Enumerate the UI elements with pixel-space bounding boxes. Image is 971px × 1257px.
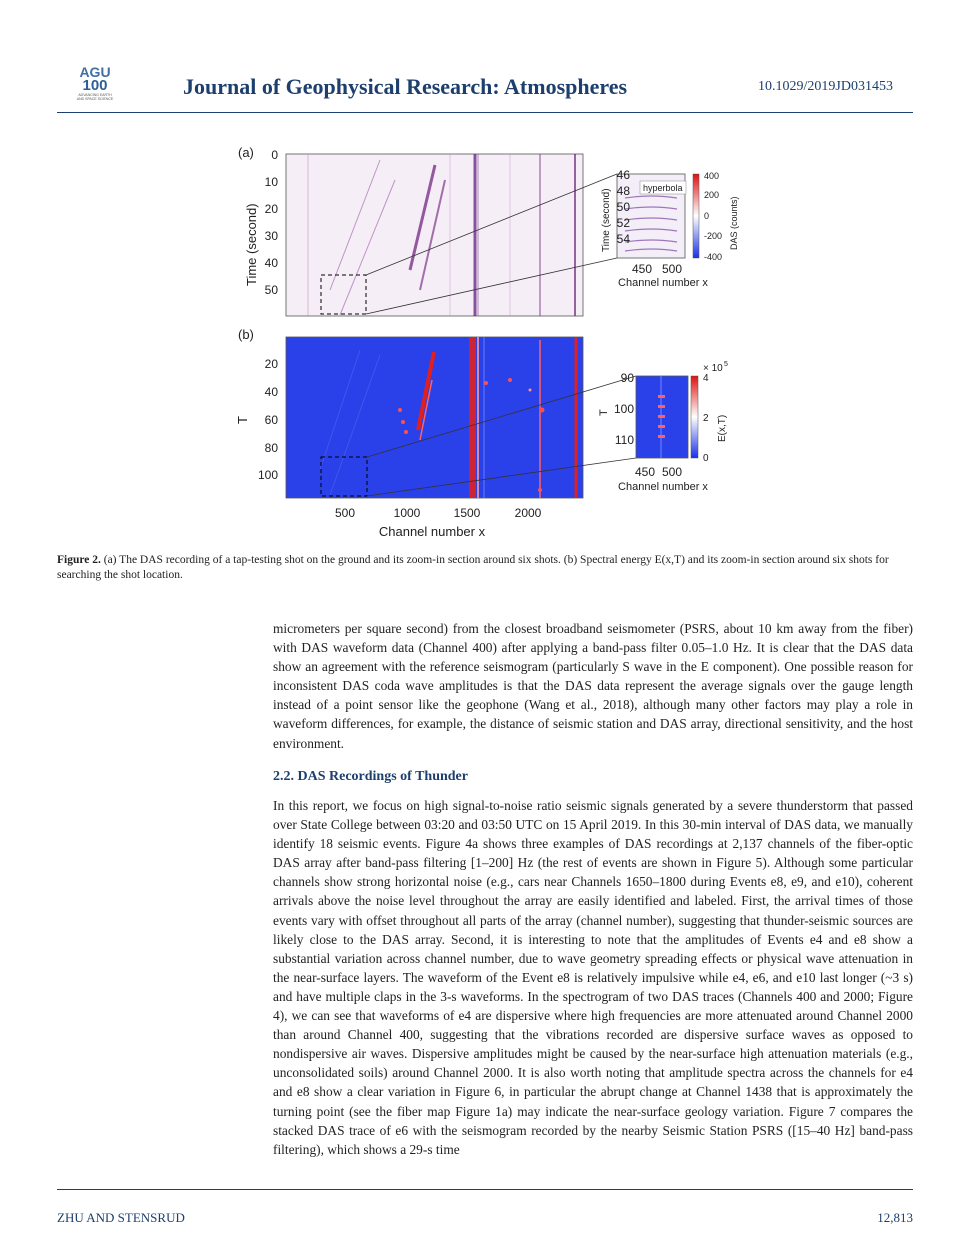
paragraph-thunder: [273, 796, 913, 1159]
panel-a-inset-xtick: 500: [661, 262, 683, 276]
panel-a-inset-ytick: 50: [616, 200, 630, 214]
panel-b-inset-xtick: 500: [661, 465, 683, 479]
panel-a-inset-ylabel: Time (second): [601, 188, 612, 252]
panel-b-xtick: 1000: [393, 506, 421, 520]
panel-b-inset-xtick: 450: [634, 465, 656, 479]
panel-a-ytick: 20: [264, 202, 278, 216]
agu-logo: [75, 66, 115, 112]
footer-authors: ZHU AND STENSRUD: [57, 1210, 185, 1225]
caption-label: Figure 2.: [57, 554, 101, 566]
panel-b-image: [286, 337, 583, 498]
panel-a-label: (a): [238, 145, 254, 160]
panel-b-inset-ytick: 90: [620, 371, 634, 385]
logo-line2: 100: [82, 77, 108, 94]
panel-a-cb-tick: 0: [704, 211, 710, 221]
figure-svg: [220, 140, 760, 550]
panel-a-ytick: 10: [264, 175, 278, 189]
paragraph-continued: [273, 619, 913, 753]
panel-b-inset-xlabel: Channel number x: [618, 481, 708, 493]
panel-b-colorbar-label: E(x,T): [717, 414, 728, 442]
panel-b-xtick: 2000: [514, 506, 542, 520]
panel-a-ytick: 0: [271, 148, 278, 162]
logo-tagline: ADVANCING EARTH AND SPACE SCIENCE: [76, 93, 114, 101]
panel-b-inset-ylabel: T: [598, 409, 610, 416]
panel-b-ytick: 60: [264, 413, 278, 427]
panel-b-ylabel: T: [235, 416, 250, 424]
panel-a-inset-ytick: 46: [616, 168, 630, 182]
panel-b-cb-tick: 4: [703, 373, 709, 384]
panel-a-cb-tick: 400: [704, 171, 720, 181]
journal-title: Journal of Geophysical Research: Atmospheres: [183, 74, 628, 99]
panel-a-ylabel: Time (second): [244, 203, 259, 286]
figure-2: [220, 140, 760, 550]
panel-a-colorbar: [693, 174, 699, 258]
panel-b-label: (b): [238, 327, 254, 342]
logo-line1: AGU: [79, 64, 111, 80]
panel-b-ytick: 20: [264, 357, 278, 371]
panel-b-inset-ytick: 110: [614, 433, 634, 447]
panel-b-ytick: 80: [264, 441, 278, 455]
panel-a-colorbar-label: DAS (counts): [729, 196, 739, 250]
page-footer: [57, 1189, 913, 1225]
panel-a-ytick: 50: [264, 283, 278, 297]
panel-b-ytick: 40: [264, 385, 278, 399]
panel-a-inset-ytick: 54: [616, 232, 630, 246]
panel-b-xtick: 1500: [453, 506, 481, 520]
figure-caption: [57, 553, 913, 583]
panel-b-cb-tick: 2: [703, 413, 709, 424]
panel-b-xlabel: Channel number x: [378, 524, 486, 539]
panel-a-inset-ytick: 52: [616, 216, 630, 230]
page-header: [57, 66, 913, 113]
panel-a-cb-tick: 200: [704, 190, 720, 200]
caption-text: (a) The DAS recording of a tap-testing shot on the ground and its zoom-in section around six shots. (b) Spectral energy E(x,T) and its zoom-in section around six shots for searching the shot location.: [57, 554, 889, 581]
panel-b-colorbar: [691, 376, 698, 458]
paragraph-text: micrometers per square second) from the closest broadband seismometer (PSRS, about 10 km away from the fiber) with DAS waveform data (Channel 400) after applying a band-pass filter 0.05–1.0 Hz. It is clear that the DAS data show an agreement with the reference seismogram (particularly S wave in the E component). One possible reason for inconsistent DAS coda wave amplitudes is that the DAS data represent the average signals over the gauge length instead of a point sensor like the geophone (Wang et al., 2018), although many other factors may play a role in waveform differences, for example, the distance of seismic station and DAS array, directional sensitivity, and the host environment.: [273, 621, 913, 751]
hyperbola-annotation: hyperbola: [643, 183, 683, 193]
panel-b-cb-exponent: 5: [724, 361, 728, 368]
paragraph-text: In this report, we focus on high signal-to-noise ratio seismic signals generated by a severe thunderstorm that passed over State College between 03:20 and 03:50 UTC on 15 April 2019. In this 30-min interval of DAS data, we manually identify 18 seismic events. Figure 4a shows three examples of DAS recordings at 2,137 channels of the fiber-optic DAS array after band-pass filtering [1–200] Hz (the rest of events are shown in Figure 5). Although some particular channels show strong horizontal noise (e.g., cars near Channels 1650–1800 during Events e8, e9, and e10), coherent arrivals above the noise level throughout the array are easily identified and labeled. First, the arrival times of those events vary with offset throughout all parts of the array (channel number), suggesting that thunder-seismic sources are likely close to the DAS array. Second, it is interesting to note that the amplitudes of Events e4 and e8 show a substantial variation across channel number, due to wave geometry spreading effects or physical wave attenuation in the near-surface layers. The waveform of the Event e8 is relatively impulsive while e4, e6, and e10 last longer (~3 s) and have multiple claps in the 3-s waveforms. In the spectrogram of two DAS traces (Channels 400 and 2000; Figure 4), we can see that waveforms of e4 are dispersive where high frequencies are more attenuated around Channel 2000 than around Channel 400, suggesting that the vibrations recorded are dispersive surface waves as opposed to nondispersive air waves. Dispersive amplitudes might be caused by the near-surface high attenuation materials (e.g., unconsolidated soils) around Channel 2000. It is also worth noting that amplitude spectra across the channels for e4 and e8 show a clear variation in Figure 6, in particular the abrupt change at Channel 1438 that is approximately the turning point (see the fiber map Figure 1a) may indicate the near-surface geology variation. Figure 7 compares the stacked DAS trace of e6 with the seismogram recorded by the nearby Seismic Station PSRS ([15–40 Hz] band-pass filtering), which shows a 29-s time: [273, 798, 913, 1157]
page-number: 12,813: [877, 1210, 913, 1225]
panel-b-cb-tick: 0: [703, 453, 709, 464]
panel-a-inset-xlabel: Channel number x: [618, 277, 708, 289]
panel-b-ytick: 100: [257, 468, 278, 482]
section-heading: 2.2. DAS Recordings of Thunder: [273, 769, 468, 784]
panel-a-ytick: 30: [264, 229, 278, 243]
doi: 10.1029/2019JD031453: [758, 79, 893, 94]
panel-a-cb-tick: -200: [704, 231, 723, 241]
panel-a-ytick: 40: [264, 256, 278, 270]
panel-b-cb-multiplier: × 10: [703, 363, 723, 374]
panel-b-inset-ytick: 100: [613, 402, 634, 416]
panel-b-xtick: 500: [334, 506, 356, 520]
panel-a-inset-xtick: 450: [631, 262, 653, 276]
panel-a-inset-ytick: 48: [616, 184, 630, 198]
panel-a-cb-tick: -400: [704, 252, 723, 262]
panel-a-image: [286, 154, 583, 316]
